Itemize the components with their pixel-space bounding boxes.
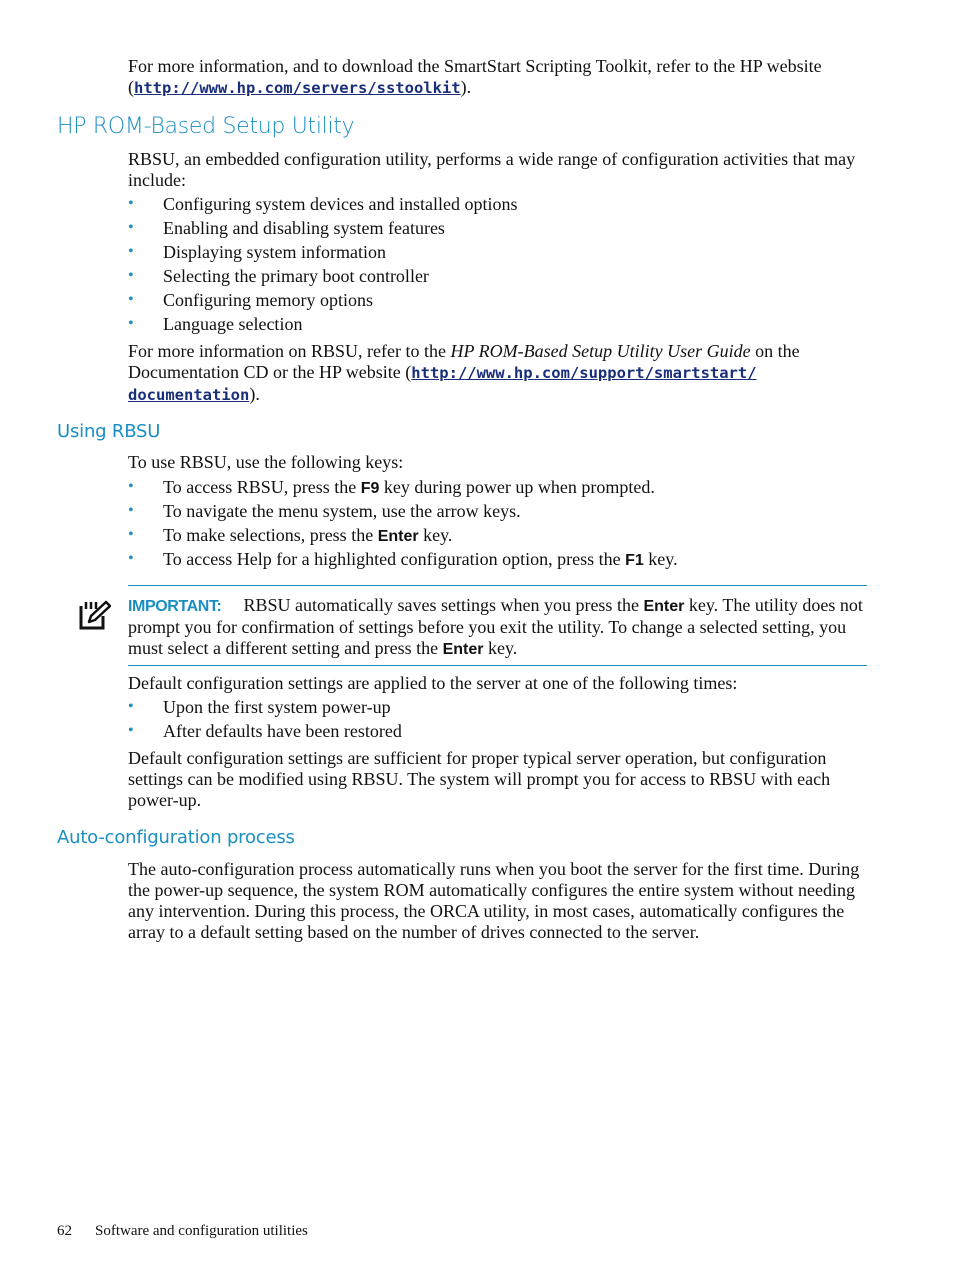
key-f9: F9 bbox=[360, 480, 380, 497]
list-item: • Enabling and disabling system features bbox=[128, 218, 445, 238]
rbsu-keys-list bbox=[128, 475, 868, 571]
section-heading-auto-configuration: Auto-configuration process bbox=[57, 827, 295, 848]
bullet-icon: • bbox=[128, 315, 134, 332]
pencil-checklist-icon bbox=[77, 598, 111, 632]
user-guide-title: HP ROM-Based Setup Utility User Guide bbox=[450, 341, 751, 361]
section-heading-using-rbsu: Using RBSU bbox=[57, 421, 161, 442]
intro-text: For more information, and to download the SmartStart Scripting Toolkit, refer to the HP website bbox=[128, 56, 822, 76]
list-item: • To access RBSU, press the F9 key during power up when prompted. bbox=[128, 477, 655, 497]
bullet-icon: • bbox=[128, 291, 134, 308]
list-item: • Configuring system devices and installed options bbox=[128, 194, 518, 214]
intro-paragraph: For more information, and to download the SmartStart Scripting Toolkit, refer to the HP website (http://www.hp.com/servers/sstoolkit). bbox=[128, 56, 822, 97]
rbsu-activities-list bbox=[128, 192, 868, 336]
bullet-icon: • bbox=[128, 195, 134, 212]
bullet-icon: • bbox=[128, 502, 134, 519]
key-enter: Enter bbox=[377, 528, 419, 545]
list-item: • Upon the first system power-up bbox=[128, 697, 391, 717]
bullet-icon: • bbox=[128, 550, 134, 567]
important-note bbox=[128, 585, 867, 666]
important-note-text: IMPORTANT: RBSU automatically saves settings when you press the Enter key. The utility does not prompt you for confirmation of settings before you exit the utility. To change a selected setting, you must select a different setting and press the Enter key. bbox=[128, 595, 863, 658]
sufficient-settings-paragraph: Default configuration settings are sufficient for proper typical server operation, but configuration settings can be modified using RBSU. The system will prompt you for access to RBSU with each power-up. bbox=[128, 748, 831, 810]
key-enter: Enter bbox=[442, 641, 484, 658]
using-rbsu-paragraph: To use RBSU, use the following keys: bbox=[128, 452, 404, 472]
bullet-icon: • bbox=[128, 478, 134, 495]
bullet-icon: • bbox=[128, 219, 134, 236]
list-item: • After defaults have been restored bbox=[128, 721, 402, 741]
list-item: • To access Help for a highlighted configuration option, press the F1 key. bbox=[128, 549, 678, 569]
key-enter: Enter bbox=[643, 598, 685, 615]
list-item: • Configuring memory options bbox=[128, 290, 373, 310]
footer-section-title: Software and configuration utilities bbox=[95, 1223, 308, 1239]
list-item: • Selecting the primary boot controller bbox=[128, 266, 429, 286]
rbsu-intro-paragraph: RBSU, an embedded configuration utility, performs a wide range of configuration activities that may include: bbox=[128, 149, 856, 190]
auto-configuration-paragraph: The auto-configuration process automatically runs when you boot the server for the first time. During the power-up sequence, the system ROM automatically configures the entire system without needing any intervention. During this process, the ORCA utility, in most cases, automatically configures the array to a default setting based on the number of drives connected to the server. bbox=[128, 859, 860, 942]
list-item: • To navigate the menu system, use the arrow keys. bbox=[128, 501, 521, 521]
list-item: • Language selection bbox=[128, 314, 303, 334]
key-f1: F1 bbox=[625, 552, 644, 569]
smartstart-documentation-link[interactable]: http://www.hp.com/support/smartstart/ documentation bbox=[128, 364, 757, 404]
bullet-icon: • bbox=[128, 698, 134, 715]
default-settings-paragraph: Default configuration settings are applied to the server at one of the following times: bbox=[128, 673, 738, 693]
page-footer bbox=[57, 1222, 308, 1240]
sstoolkit-link[interactable]: http://www.hp.com/servers/sstoolkit bbox=[134, 79, 461, 97]
bullet-icon: • bbox=[128, 243, 134, 260]
list-item: • To make selections, press the Enter key. bbox=[128, 525, 453, 545]
page-number: 62 bbox=[57, 1223, 72, 1239]
default-times-list bbox=[128, 695, 868, 743]
bullet-icon: • bbox=[128, 722, 134, 739]
section-heading-rbsu: HP ROM-Based Setup Utility bbox=[57, 114, 355, 139]
rbsu-more-info-paragraph: For more information on RBSU, refer to the HP ROM-Based Setup Utility User Guide on the Documentation CD or the HP website (http://www.hp.com/support/smartstart/ documentation). bbox=[128, 341, 800, 404]
bullet-icon: • bbox=[128, 526, 134, 543]
list-item: • Displaying system information bbox=[128, 242, 386, 262]
bullet-icon: • bbox=[128, 267, 134, 284]
important-label: IMPORTANT: bbox=[128, 598, 222, 615]
